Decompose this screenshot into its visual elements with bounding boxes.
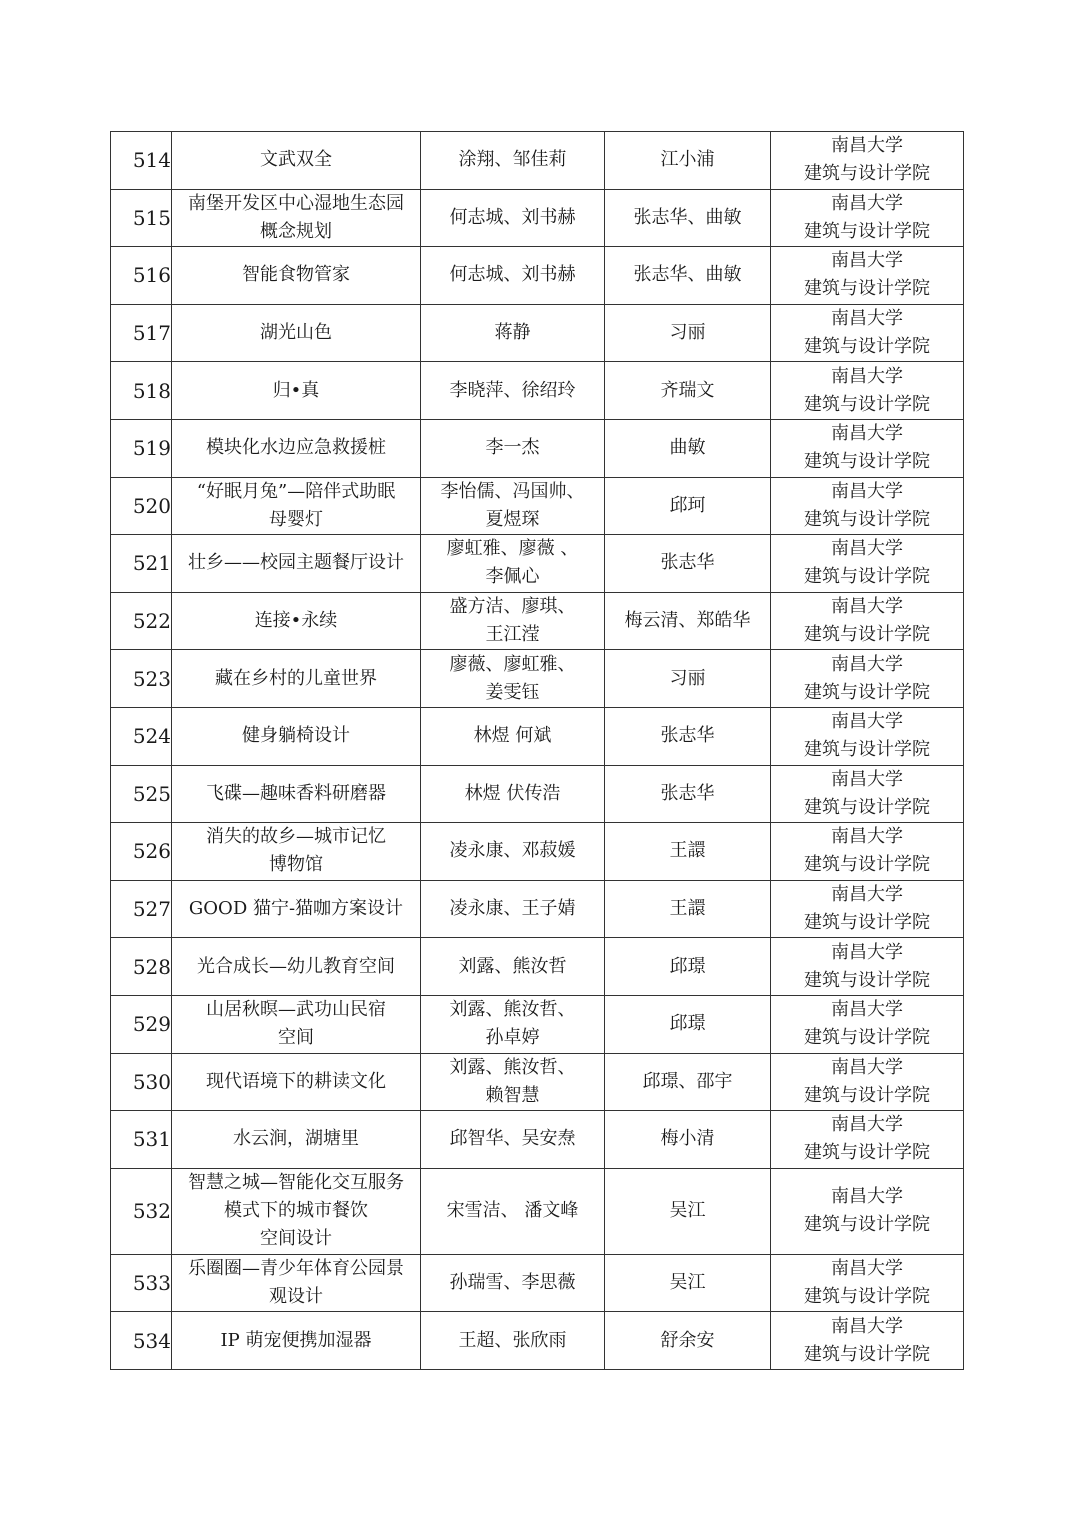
- cell-project-title: 壮乡——校园主题餐厅设计: [172, 535, 421, 593]
- cell-project-title: 光合成长—幼儿教育空间: [172, 938, 421, 996]
- cell-project-title: 归•真: [172, 362, 421, 420]
- cell-school: 南昌大学 建筑与设计学院: [771, 650, 964, 708]
- cell-number: 532: [111, 1168, 172, 1254]
- award-table: [110, 131, 964, 1370]
- cell-team-members: 蒋静: [421, 304, 605, 362]
- cell-school: 南昌大学 建筑与设计学院: [771, 1111, 964, 1169]
- cell-number: 517: [111, 304, 172, 362]
- cell-number: 526: [111, 823, 172, 881]
- cell-team-members: 盛方洁、廖琪、 王江滢: [421, 592, 605, 650]
- cell-school: 南昌大学 建筑与设计学院: [771, 362, 964, 420]
- cell-project-title: 文武双全: [172, 132, 421, 190]
- cell-team-members: 林煜 伏传浩: [421, 765, 605, 823]
- cell-advisor: 邱璟: [605, 938, 771, 996]
- table-body: [111, 132, 964, 1370]
- cell-school: 南昌大学 建筑与设计学院: [771, 938, 964, 996]
- cell-team-members: 何志城、刘书赫: [421, 189, 605, 247]
- cell-advisor: 邱珂: [605, 477, 771, 535]
- cell-project-title: 飞碟—趣味香料研磨器: [172, 765, 421, 823]
- cell-school: 南昌大学 建筑与设计学院: [771, 304, 964, 362]
- cell-advisor: 张志华: [605, 765, 771, 823]
- cell-school: 南昌大学 建筑与设计学院: [771, 1168, 964, 1254]
- table-row: [111, 1053, 964, 1111]
- table-row: [111, 304, 964, 362]
- cell-advisor: 张志华: [605, 535, 771, 593]
- cell-advisor: 齐瑞文: [605, 362, 771, 420]
- cell-advisor: 习丽: [605, 650, 771, 708]
- cell-number: 515: [111, 189, 172, 247]
- cell-advisor: 梅云清、郑皓华: [605, 592, 771, 650]
- cell-team-members: 刘露、熊汝哲、 孙卓婷: [421, 995, 605, 1053]
- table-row: [111, 535, 964, 593]
- table-row: [111, 189, 964, 247]
- cell-project-title: 湖光山色: [172, 304, 421, 362]
- table-row: [111, 1111, 964, 1169]
- cell-advisor: 江小浦: [605, 132, 771, 190]
- cell-project-title: 健身躺椅设计: [172, 707, 421, 765]
- cell-team-members: 李晓萍、徐绍玲: [421, 362, 605, 420]
- cell-team-members: 林煜 何斌: [421, 707, 605, 765]
- cell-number: 514: [111, 132, 172, 190]
- cell-number: 530: [111, 1053, 172, 1111]
- cell-number: 525: [111, 765, 172, 823]
- cell-project-title: 现代语境下的耕读文化: [172, 1053, 421, 1111]
- cell-number: 523: [111, 650, 172, 708]
- table-row: [111, 650, 964, 708]
- table-row: [111, 477, 964, 535]
- cell-team-members: 廖薇、廖虹雅、 姜雯钰: [421, 650, 605, 708]
- cell-project-title: 水云涧，湖塘里: [172, 1111, 421, 1169]
- cell-advisor: 王譞: [605, 880, 771, 938]
- cell-team-members: 李一杰: [421, 419, 605, 477]
- cell-advisor: 张志华: [605, 707, 771, 765]
- table-row: [111, 1254, 964, 1312]
- cell-team-members: 何志城、刘书赫: [421, 247, 605, 305]
- cell-number: 527: [111, 880, 172, 938]
- cell-school: 南昌大学 建筑与设计学院: [771, 880, 964, 938]
- cell-advisor: 邱璟: [605, 995, 771, 1053]
- cell-project-title: 山居秋暝—武功山民宿 空间: [172, 995, 421, 1053]
- cell-school: 南昌大学 建筑与设计学院: [771, 419, 964, 477]
- cell-team-members: 廖虹雅、廖薇 、 李佩心: [421, 535, 605, 593]
- cell-team-members: 刘露、熊汝哲: [421, 938, 605, 996]
- table-row: [111, 132, 964, 190]
- cell-advisor: 吴江: [605, 1168, 771, 1254]
- cell-project-title: 藏在乡村的儿童世界: [172, 650, 421, 708]
- table-row: [111, 1312, 964, 1370]
- cell-project-title: 智慧之城—智能化交互服务 模式下的城市餐饮 空间设计: [172, 1168, 421, 1254]
- cell-school: 南昌大学 建筑与设计学院: [771, 132, 964, 190]
- cell-advisor: 王譞: [605, 823, 771, 881]
- table-row: [111, 823, 964, 881]
- cell-school: 南昌大学 建筑与设计学院: [771, 247, 964, 305]
- cell-advisor: 张志华、曲敏: [605, 247, 771, 305]
- cell-advisor: 邱璟、邵宇: [605, 1053, 771, 1111]
- cell-advisor: 张志华、曲敏: [605, 189, 771, 247]
- cell-project-title: 南堡开发区中心湿地生态园 概念规划: [172, 189, 421, 247]
- cell-school: 南昌大学 建筑与设计学院: [771, 765, 964, 823]
- table-row: [111, 362, 964, 420]
- table-row: [111, 419, 964, 477]
- cell-team-members: 凌永康、邓菽媛: [421, 823, 605, 881]
- cell-project-title: IP 萌宠便携加湿器: [172, 1312, 421, 1370]
- cell-team-members: 凌永康、王子婧: [421, 880, 605, 938]
- cell-school: 南昌大学 建筑与设计学院: [771, 189, 964, 247]
- cell-number: 519: [111, 419, 172, 477]
- cell-school: 南昌大学 建筑与设计学院: [771, 1312, 964, 1370]
- cell-project-title: 消失的故乡—城市记忆 博物馆: [172, 823, 421, 881]
- cell-advisor: 吴江: [605, 1254, 771, 1312]
- cell-number: 522: [111, 592, 172, 650]
- cell-team-members: 孙瑞雪、李思薇: [421, 1254, 605, 1312]
- cell-team-members: 王超、张欣雨: [421, 1312, 605, 1370]
- cell-number: 524: [111, 707, 172, 765]
- cell-advisor: 习丽: [605, 304, 771, 362]
- cell-advisor: 梅小清: [605, 1111, 771, 1169]
- cell-number: 518: [111, 362, 172, 420]
- cell-number: 528: [111, 938, 172, 996]
- cell-team-members: 邱智华、吴安焘: [421, 1111, 605, 1169]
- cell-school: 南昌大学 建筑与设计学院: [771, 707, 964, 765]
- table-row: [111, 765, 964, 823]
- table-row: [111, 938, 964, 996]
- cell-school: 南昌大学 建筑与设计学院: [771, 477, 964, 535]
- cell-team-members: 宋雪洁、 潘文峰: [421, 1168, 605, 1254]
- cell-team-members: 李怡儒、冯国帅、 夏煜琛: [421, 477, 605, 535]
- cell-school: 南昌大学 建筑与设计学院: [771, 535, 964, 593]
- cell-number: 534: [111, 1312, 172, 1370]
- cell-number: 516: [111, 247, 172, 305]
- cell-school: 南昌大学 建筑与设计学院: [771, 1053, 964, 1111]
- cell-number: 521: [111, 535, 172, 593]
- cell-school: 南昌大学 建筑与设计学院: [771, 823, 964, 881]
- table-row: [111, 707, 964, 765]
- cell-school: 南昌大学 建筑与设计学院: [771, 995, 964, 1053]
- cell-project-title: GOOD 猫宁-猫咖方案设计: [172, 880, 421, 938]
- cell-number: 531: [111, 1111, 172, 1169]
- cell-project-title: “好眠月兔”—陪伴式助眠 母婴灯: [172, 477, 421, 535]
- cell-number: 533: [111, 1254, 172, 1312]
- table-row: [111, 880, 964, 938]
- table-row: [111, 995, 964, 1053]
- cell-number: 529: [111, 995, 172, 1053]
- cell-advisor: 曲敏: [605, 419, 771, 477]
- table-row: [111, 1168, 964, 1254]
- cell-school: 南昌大学 建筑与设计学院: [771, 1254, 964, 1312]
- cell-number: 520: [111, 477, 172, 535]
- table-row: [111, 592, 964, 650]
- cell-project-title: 连接•永续: [172, 592, 421, 650]
- cell-advisor: 舒余安: [605, 1312, 771, 1370]
- cell-school: 南昌大学 建筑与设计学院: [771, 592, 964, 650]
- cell-project-title: 乐圈圈—青少年体育公园景 观设计: [172, 1254, 421, 1312]
- cell-team-members: 涂翔、邹佳莉: [421, 132, 605, 190]
- table-row: [111, 247, 964, 305]
- cell-project-title: 模块化水边应急救援桩: [172, 419, 421, 477]
- cell-project-title: 智能食物管家: [172, 247, 421, 305]
- cell-team-members: 刘露、熊汝哲、 赖智慧: [421, 1053, 605, 1111]
